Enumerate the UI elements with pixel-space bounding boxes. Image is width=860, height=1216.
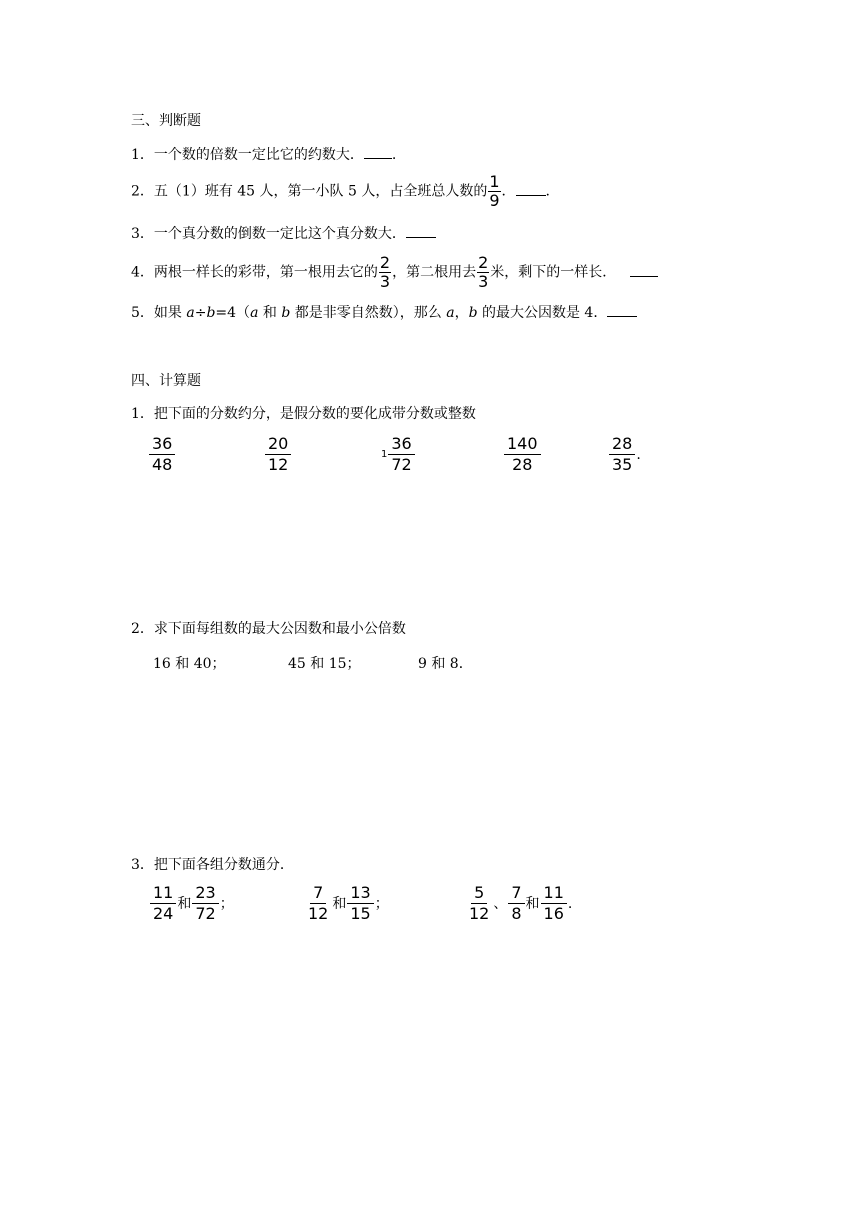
- fraction-36-48: [148, 435, 176, 474]
- numerator: 20: [265, 435, 291, 455]
- answer-blank: [364, 146, 392, 159]
- denominator: 16: [543, 904, 564, 923]
- whole-number: 1: [381, 449, 388, 460]
- fraction: [379, 255, 391, 290]
- conjunction: 和: [525, 896, 540, 912]
- question-text: 都是非零自然数），那么: [290, 305, 447, 321]
- numerator: 11: [541, 884, 567, 904]
- variable-b: b: [468, 305, 478, 321]
- numerator: 5: [471, 884, 487, 904]
- numerator: 11: [150, 884, 176, 904]
- conjunction: 和: [332, 896, 347, 912]
- question-text: 5．如果: [131, 305, 187, 321]
- section-3-title: 三、判断题: [131, 113, 201, 129]
- numerator: 7: [508, 884, 524, 904]
- numerator: 7: [310, 884, 326, 904]
- period: .: [567, 896, 573, 912]
- question-text: 1．一个数的倍数一定比它的约数大．: [131, 147, 364, 163]
- denominator: 12: [268, 455, 289, 474]
- fraction: [477, 255, 489, 290]
- denominator: 24: [153, 904, 174, 923]
- denominator: 28: [512, 455, 533, 474]
- answer-blank: [516, 183, 546, 196]
- mixed-fraction-1-36-72: [381, 435, 416, 474]
- punct: ．: [501, 183, 516, 200]
- judge-question-4: [131, 255, 658, 290]
- judge-question-3: [131, 225, 436, 243]
- calc-question-2: 2．求下面每组数的最大公因数和最小公倍数: [131, 621, 406, 637]
- calc-question-3: 3．把下面各组分数通分．: [131, 857, 294, 873]
- judge-question-5: [131, 304, 637, 322]
- numerator: 2: [379, 253, 391, 272]
- denominator: 9: [489, 191, 500, 210]
- denominator: 48: [152, 455, 173, 474]
- fraction-20-12: [264, 435, 292, 474]
- numerator: 28: [609, 435, 635, 455]
- judge-question-2: [131, 174, 550, 209]
- variable-a: a: [446, 305, 455, 321]
- denominator: 3: [478, 272, 489, 291]
- denominator: 8: [511, 904, 522, 923]
- calc-question-1: 1．把下面的分数约分，是假分数的要化成带分数或整数: [131, 406, 476, 422]
- period: .: [391, 147, 397, 163]
- number-group-2: 45 和 15；: [288, 656, 361, 672]
- fraction-group-2: [304, 884, 389, 923]
- question-text: 4．两根一样长的彩带，第一根用去它的: [131, 264, 378, 281]
- denominator: 12: [308, 904, 329, 923]
- separator: 、: [493, 896, 508, 912]
- denominator: 35: [612, 455, 633, 474]
- fraction-group-1: [149, 884, 234, 923]
- conjunction: 和: [177, 896, 192, 912]
- fraction: [488, 174, 500, 209]
- numerator: 23: [192, 884, 218, 904]
- numerator: 36: [388, 435, 414, 455]
- judge-question-1: [131, 146, 396, 164]
- answer-blank: [406, 225, 436, 238]
- punct: ，: [454, 305, 469, 321]
- separator: ；: [219, 896, 234, 912]
- numerator: 2: [478, 253, 489, 272]
- numerator: 140: [504, 435, 541, 455]
- denominator: 72: [391, 455, 412, 474]
- separator: ；: [374, 896, 389, 912]
- question-text: 和: [258, 305, 282, 321]
- question-text: 米，剩下的一样长．: [490, 264, 617, 281]
- number-group-1: 16 和 40；: [153, 656, 226, 672]
- variable-a: a: [250, 305, 259, 321]
- fraction-28-35: [608, 435, 641, 474]
- question-text: 3．一个真分数的倒数一定比这个真分数大．: [131, 226, 406, 242]
- denominator: 3: [379, 272, 391, 291]
- divide-sign: ÷: [194, 305, 207, 321]
- denominator: 12: [469, 904, 490, 923]
- variable-b: b: [281, 305, 291, 321]
- question-text: 2．五（1）班有 45 人，第一小队 5 人，占全班总人数的: [131, 183, 488, 200]
- period: .: [636, 447, 641, 463]
- section-4-title: 四、计算题: [131, 373, 201, 389]
- numerator: 13: [347, 884, 373, 904]
- denominator: 72: [195, 904, 216, 923]
- answer-blank: [630, 264, 658, 277]
- denominator: 15: [350, 904, 371, 923]
- numerator: 1: [489, 172, 500, 191]
- question-text: 的最大公因数是 4．: [477, 305, 608, 321]
- numerator: 36: [149, 435, 175, 455]
- question-text: ，第二根用去: [392, 264, 477, 281]
- fraction-140-28: [503, 435, 542, 474]
- variable-a: a: [186, 305, 195, 321]
- variable-b: b: [206, 305, 216, 321]
- number-group-3: 9 和 8．: [418, 656, 473, 672]
- question-text: =4（: [215, 305, 251, 321]
- fraction-group-3: [465, 884, 572, 923]
- period: .: [545, 183, 550, 200]
- answer-blank: [607, 304, 637, 317]
